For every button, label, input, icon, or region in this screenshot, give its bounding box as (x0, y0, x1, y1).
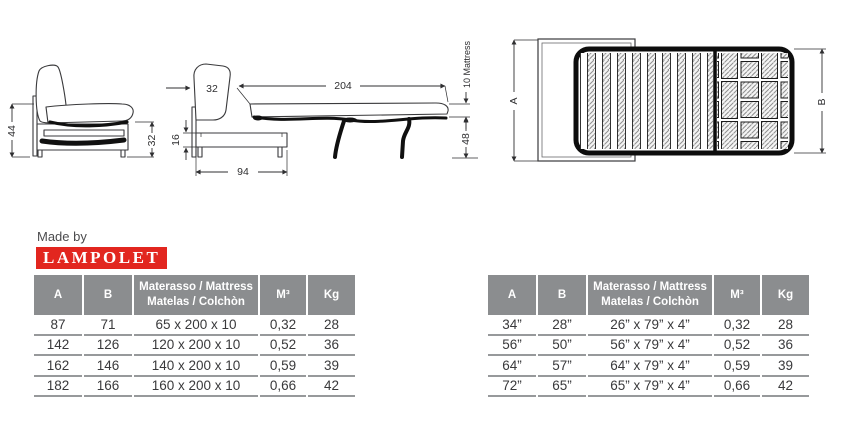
technical-drawings (0, 0, 848, 215)
cell-mattress: 56” x 79” x 4” (588, 336, 712, 357)
cell-weight: 42 (308, 377, 355, 398)
cell-a: 182 (34, 377, 82, 398)
cell-volume: 0,59 (260, 356, 306, 377)
cell-b: 65” (538, 377, 586, 398)
header-col-weight: Kg (308, 275, 355, 315)
cell-weight: 36 (762, 336, 809, 357)
dim-mattress-width-B: B (816, 98, 828, 106)
cell-mattress: 65 x 200 x 10 (134, 315, 258, 336)
dim-mattress-note: 10 Mattress (462, 40, 472, 88)
rear-leg (121, 150, 125, 157)
dim-closed-height-44: 44 (6, 125, 18, 137)
table-row (34, 315, 355, 336)
cell-mattress: 64” x 79” x 4” (588, 356, 712, 377)
lampolet-logo: LAMPOLET (36, 247, 167, 269)
cell-a: 87 (34, 315, 82, 336)
cell-b: 71 (84, 315, 132, 336)
dimensions-table-metric (32, 275, 357, 397)
header-col-b: B (84, 275, 132, 315)
made-by-label: Made by (37, 229, 87, 244)
dim-base-depth-94: 94 (237, 166, 249, 178)
dimensions-table-imperial (486, 275, 811, 397)
base-frame (37, 124, 128, 150)
cell-weight: 42 (762, 377, 809, 398)
cell-volume: 0,66 (260, 377, 306, 398)
diagram-sofa-top-view (508, 39, 828, 161)
header-mattress-line2: Matelas / Colchòn (147, 296, 245, 308)
cell-b: 166 (84, 377, 132, 398)
mechanism-rail (44, 130, 124, 136)
fold-leg (402, 119, 409, 157)
header-col-a: A (488, 275, 536, 315)
diagram-sofa-closed-side (6, 65, 158, 157)
cell-a: 162 (34, 356, 82, 377)
dim-open-height-48: 48 (460, 133, 472, 145)
branding-block (36, 229, 167, 269)
front-leg (38, 150, 42, 157)
mattress-weave-section (717, 53, 788, 149)
table-row (488, 356, 809, 377)
table-row (488, 336, 809, 357)
header-col-volume: M³ (260, 275, 306, 315)
fold-leg (335, 121, 344, 157)
dim-base-height-16: 16 (170, 134, 182, 146)
cell-b: 126 (84, 336, 132, 357)
cell-a: 34” (488, 315, 536, 336)
cell-a: 142 (34, 336, 82, 357)
cell-weight: 39 (762, 356, 809, 377)
header-col-mattress (588, 275, 712, 315)
cell-a: 64” (488, 356, 536, 377)
table-row (34, 356, 355, 377)
cell-volume: 0,59 (714, 356, 760, 377)
cell-mattress: 26” x 79” x 4” (588, 315, 712, 336)
header-col-a: A (34, 275, 82, 315)
bed-platform (250, 103, 448, 117)
mattress-striped-section (580, 53, 713, 149)
base-leg (278, 147, 282, 157)
cell-mattress: 65” x 79” x 4” (588, 377, 712, 398)
seat-cushion (46, 104, 133, 123)
cell-volume: 0,66 (714, 377, 760, 398)
cell-weight: 39 (308, 356, 355, 377)
dim-backrest-32: 32 (206, 83, 218, 95)
cell-volume: 0,52 (714, 336, 760, 357)
header-col-weight: Kg (762, 275, 809, 315)
table-header-row (488, 275, 809, 315)
table-header-row (34, 275, 355, 315)
header-mattress-line2: Matelas / Colchòn (601, 296, 699, 308)
header-col-b: B (538, 275, 586, 315)
header-mattress-line1: Materasso / Mattress (139, 281, 253, 294)
dim-bed-length-204: 204 (334, 80, 352, 92)
header-mattress-line1: Materasso / Mattress (593, 281, 707, 294)
cell-b: 28” (538, 315, 586, 336)
folded-mechanism (42, 140, 124, 143)
hinge (253, 116, 263, 121)
cell-volume: 0,32 (260, 315, 306, 336)
cell-mattress: 120 x 200 x 10 (134, 336, 258, 357)
cell-b: 146 (84, 356, 132, 377)
header-col-volume: M³ (714, 275, 760, 315)
header-col-mattress (134, 275, 258, 315)
table-row (488, 377, 809, 398)
cell-weight: 28 (762, 315, 809, 336)
table-row (488, 315, 809, 336)
cell-weight: 36 (308, 336, 355, 357)
cell-b: 57” (538, 356, 586, 377)
cell-weight: 28 (308, 315, 355, 336)
cell-volume: 0,32 (714, 315, 760, 336)
diagram-sofa-open-side (166, 40, 478, 178)
cell-a: 72” (488, 377, 536, 398)
base-leg (198, 147, 202, 157)
base-box (196, 133, 287, 147)
dim-frame-width-A: A (508, 97, 520, 105)
cell-mattress: 160 x 200 x 10 (134, 377, 258, 398)
table-row (34, 377, 355, 398)
table-row (34, 336, 355, 357)
dim-closed-seat-32: 32 (146, 134, 158, 147)
cell-a: 56” (488, 336, 536, 357)
cell-b: 50” (538, 336, 586, 357)
cell-volume: 0,52 (260, 336, 306, 357)
cell-mattress: 140 x 200 x 10 (134, 356, 258, 377)
